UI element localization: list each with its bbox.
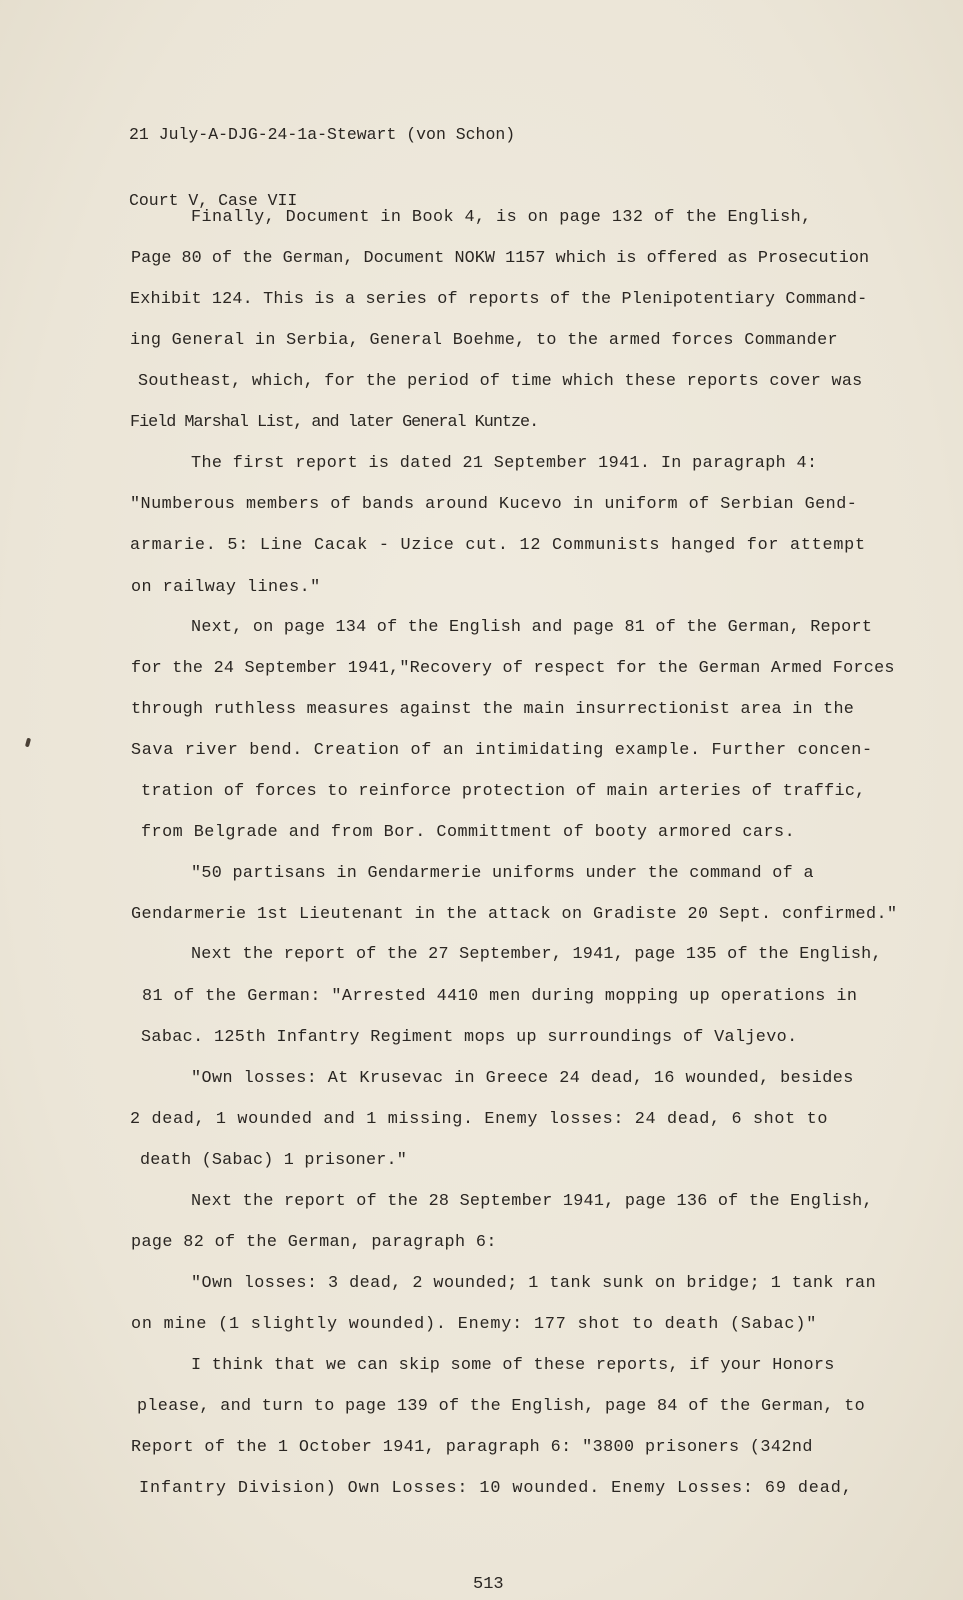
- body-line: on railway lines.": [131, 578, 321, 597]
- body-line: Field Marshal List, and later General Kuntze.: [130, 413, 539, 432]
- body-line: Finally, Document in Book 4, is on page 132 of the English,: [191, 208, 812, 227]
- body-line: for the 24 September 1941,"Recovery of respect for the German Armed Forces: [131, 659, 895, 678]
- ink-speck-mark: [25, 738, 31, 748]
- body-line: Sava river bend. Creation of an intimidating example. Further concen-: [131, 741, 873, 760]
- header-court-case: Court V, Case VII: [129, 191, 298, 210]
- document-header: [129, 80, 515, 256]
- body-line: Next, on page 134 of the English and page 81 of the German, Report: [191, 618, 873, 637]
- body-line: please, and turn to page 139 of the English, page 84 of the German, to: [137, 1397, 866, 1416]
- body-line: death (Sabac) 1 prisoner.": [140, 1151, 408, 1170]
- header-reference: 21 July-A-DJG-24-1a-Stewart (von Schon): [129, 125, 516, 144]
- body-line: "Own losses: At Krusevac in Greece 24 dead, 16 wounded, besides: [191, 1069, 854, 1088]
- body-line: Infantry Division) Own Losses: 10 wounded. Enemy Losses: 69 dead,: [139, 1479, 853, 1498]
- body-line: through ruthless measures against the main insurrectionist area in the: [131, 700, 855, 719]
- body-line: The first report is dated 21 September 1941. In paragraph 4:: [191, 454, 818, 473]
- body-line: armarie. 5: Line Cacak - Uzice cut. 12 Communists hanged for attempt: [130, 536, 866, 555]
- body-line: Next the report of the 28 September 1941, page 136 of the English,: [191, 1192, 873, 1211]
- body-line: ing General in Serbia, General Boehme, to the armed forces Commander: [130, 331, 838, 350]
- body-line: "Numberous members of bands around Kucevo in uniform of Serbian Gend-: [130, 495, 858, 514]
- page-number: 513: [473, 1575, 504, 1594]
- body-line: 81 of the German: "Arrested 4410 men during mopping up operations in: [142, 987, 858, 1006]
- body-line: Southeast, which, for the period of time which these reports cover was: [138, 372, 863, 391]
- body-line: "50 partisans in Gendarmerie uniforms under the command of a: [191, 864, 814, 883]
- body-line: Page 80 of the German, Document NOKW 1157 which is offered as Prosecution: [131, 249, 870, 268]
- body-line: I think that we can skip some of these reports, if your Honors: [191, 1356, 835, 1375]
- body-line: Sabac. 125th Infantry Regiment mops up surroundings of Valjevo.: [141, 1028, 798, 1047]
- body-line: Report of the 1 October 1941, paragraph 6: "3800 prisoners (342nd: [131, 1438, 813, 1457]
- body-line: Next the report of the 27 September, 1941, page 135 of the English,: [191, 945, 882, 964]
- body-line: from Belgrade and from Bor. Committment of booty armored cars.: [141, 823, 796, 842]
- body-line: "Own losses: 3 dead, 2 wounded; 1 tank sunk on bridge; 1 tank ran: [191, 1274, 877, 1293]
- body-line: tration of forces to reinforce protection of main arteries of traffic,: [141, 782, 866, 801]
- body-line: page 82 of the German, paragraph 6:: [131, 1233, 497, 1252]
- body-line: Exhibit 124. This is a series of reports of the Plenipotentiary Command-: [130, 290, 868, 309]
- body-line: 2 dead, 1 wounded and 1 missing. Enemy losses: 24 dead, 6 shot to: [130, 1110, 829, 1129]
- body-line: Gendarmerie 1st Lieutenant in the attack on Gradiste 20 Sept. confirmed.": [131, 905, 898, 924]
- body-line: on mine (1 slightly wounded). Enemy: 177 shot to death (Sabac)": [131, 1315, 818, 1334]
